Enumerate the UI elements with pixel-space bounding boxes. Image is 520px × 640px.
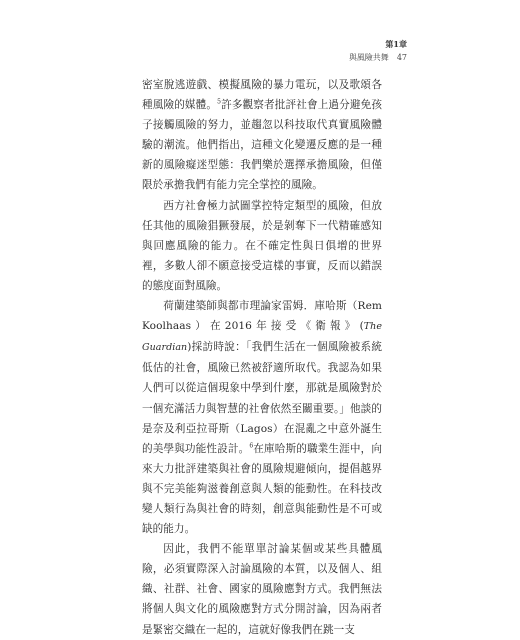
publication-title: The Guardian xyxy=(142,321,382,354)
footnote-marker: 6 xyxy=(249,442,254,450)
running-header xyxy=(349,38,407,64)
paragraph-2: 西方社會極力試圖掌控特定類型的風險，但放任其他的風險猖獗發展，於是剝奪下一代精確感知與回應風險的能力。在不確定性與日俱增的世界裡，多數人卻不願意接受這樣的事實，反而以錯誤的態度面對風險。 xyxy=(142,199,382,292)
chapter-subtitle-line xyxy=(349,52,407,64)
paragraph-4: 因此，我們不能單單討論某個或某些具體風險，必須實際深入討論風險的本質，以及個人、組織、社群、社會、國家的風險應對方式。我們無法將個人與文化的風險應對方式分開討論，因為兩者是緊密交織在一起的，這就好像我們在跳一支 xyxy=(142,543,382,636)
body-text xyxy=(142,75,382,640)
chapter-label: 第1章 xyxy=(385,39,407,49)
paragraph-1: 密室脫逃遊戲、模擬風險的暴力電玩，以及歌頌各種風險的媒體。$^5$許多觀察者批評社會上過分避免孩子接觸風險的努力，並趨忽以科技取代真實風險體驗的潮流。他們指出，這種文化變遷反應的是一種新的風險癡迷型態：我們樂於選擇承擔風險，但僅限於承擔我們有能力完全掌控的風險。 xyxy=(142,79,383,192)
footnote-marker: 5 xyxy=(217,98,222,106)
chapter-subtitle: 與風險共舞 xyxy=(348,53,389,62)
page-number: 47 xyxy=(396,53,407,62)
paragraph-3: 荷蘭建築師與都市理論家雷姆．庫哈斯（Rem Koolhaas）在2016年接受《衛報》(The Guardian)採訪時說：「我們生活在一個風險被系統低估的社會，風險已然被舒適所取代。我認為如果人們可以從這個現象中學到什麼，那就是風險對於一個充滿活力與智慧的社會依然至關重要。」他談的是奈及利亞拉哥斯（Lagos）在混亂之中意外誕生的美學與功能性設計。$^6$在庫哈斯的職業生涯中，向來大力批評建築與社會的風險規避傾向，提倡越界與不完美能夠滋養創意與人類的能動性。在科技改變人類行為與社會的時刻，創意與能動性是不可或缺的能力。 xyxy=(142,300,382,536)
